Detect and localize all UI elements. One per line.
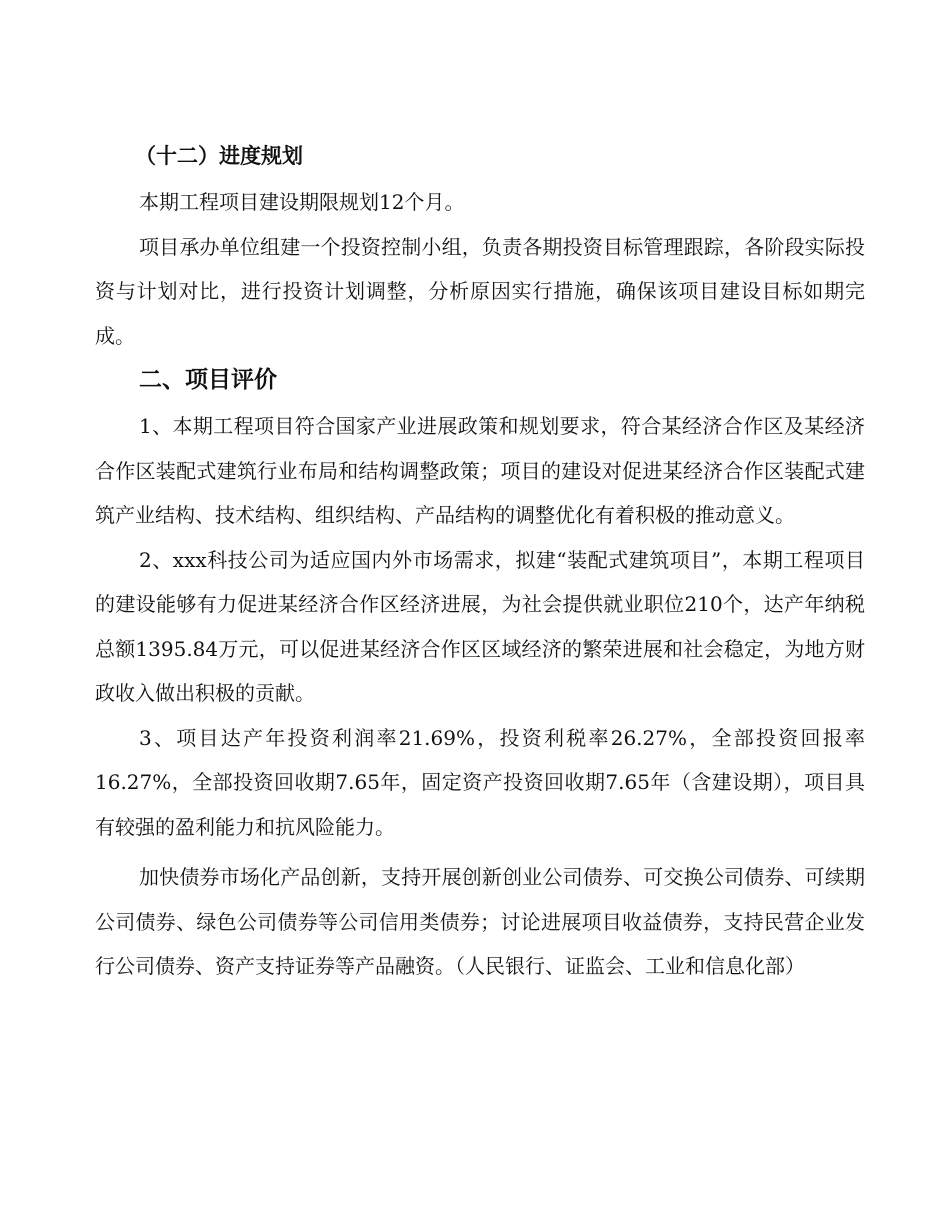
schedule-paragraph: 本期工程项目建设期限规划12个月。 xyxy=(139,190,465,214)
investment-control-paragraph: 项目承办单位组建一个投资控制小组，负责各期投资目标管理跟踪，各阶段实际投资与计划对比，进行投资计划调整，分析原因实行措施，确保该项目建设目标如期完成。 xyxy=(95,234,865,348)
evaluation-item-2: 2、xxx科技公司为适应国内外市场需求，拟建“装配式建筑项目”，本期工程项目的建设能够有力促进某经济合作区经济进展，为社会提供就业职位210个，达产年纳税总额1395.84万元，可以促进某经济合作区区域经济的繁荣进展和社会稳定，为地方财政收入做出积极的贡献。 xyxy=(95,547,865,705)
chapter-heading: 二、项目评价 xyxy=(139,367,277,393)
document-body xyxy=(95,136,865,989)
evaluation-item-1: 1、本期工程项目符合国家产业进展政策和规划要求，符合某经济合作区及某经济合作区装配式建筑行业布局和结构调整政策；项目的建设对促进某经济合作区装配式建筑产业结构、技术结构、组织结构、产品结构的调整优化有着积极的推动意义。 xyxy=(95,414,865,527)
evaluation-item-3: 3、项目达产年投资利润率21.69%，投资利税率26.27%，全部投资回报率16.27%，全部投资回收期7.65年，固定资产投资回收期7.65年（含建设期），项目具有较强的盈利能力和抗风险能力。 xyxy=(95,725,865,839)
section-heading: （十二）进度规划 xyxy=(135,144,303,168)
policy-paragraph: 加快债券市场化产品创新，支持开展创新创业公司债券、可交换公司债券、可续期公司债券、绿色公司债券等公司信用类债券；讨论进展项目收益债券，支持民营企业发行公司债券、资产支持证券等产品融资。（人民银行、证监会、工业和信息化部） xyxy=(95,865,865,978)
